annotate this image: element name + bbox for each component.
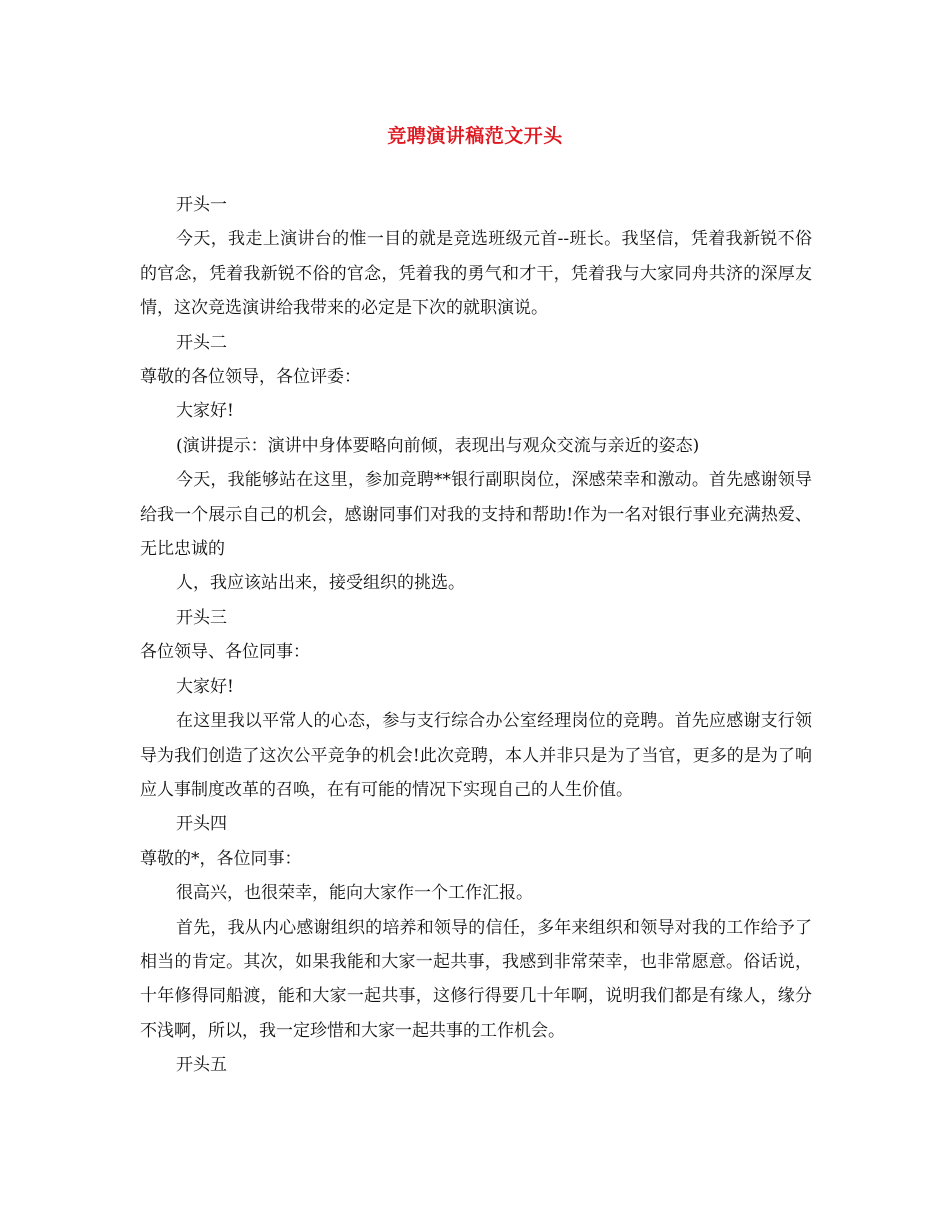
- paragraph: 在这里我以平常人的心态，参与支行综合办公室经理岗位的竞聘。首先应感谢支行领导为我们创造了这次公平竞争的机会!此次竞聘，本人并非只是为了当官，更多的是为了响应人事制度改革的召唤，在有可能的情况下实现自己的人生价值。: [140, 711, 812, 800]
- greeting: 大家好!: [176, 401, 234, 422]
- paragraph: 人，我应该站出来，接受组织的挑选。: [176, 573, 465, 594]
- section-heading: 开头三: [176, 607, 227, 628]
- paragraph: 今天，我能够站在这里，参加竞聘**银行副职岗位，深感荣幸和激动。首先感谢领导给我一个展示自己的机会，感谢同事们对我的支持和帮助!作为一名对银行事业充满热爱、无比忠诚的: [140, 470, 812, 560]
- section-heading: 开头五: [176, 1055, 227, 1076]
- salutation: 各位领导、各位同事：: [140, 642, 310, 663]
- speech-tip: (演讲提示：演讲中身体要略向前倾，表现出与观众交流与亲近的姿态): [176, 435, 700, 456]
- salutation: 尊敬的各位领导，各位评委：: [140, 367, 361, 388]
- document-title: 竞聘演讲稿范文开头: [387, 125, 563, 147]
- paragraph: 今天，我走上演讲台的惟一目的就是竞选班级元首--班长。我坚信，凭着我新锐不俗的官念，凭着我新锐不俗的官念，凭着我的勇气和才干，凭着我与大家同舟共济的深厚友情，这次竞选演讲给我带来的必定是下次的就职演说。: [140, 229, 812, 319]
- section-heading: 开头一: [176, 195, 227, 215]
- section-heading: 开头二: [176, 332, 227, 353]
- section-heading: 开头四: [176, 814, 227, 835]
- paragraph: 首先，我从内心感谢组织的培养和领导的信任，多年来组织和领导对我的工作给予了相当的肯定。其次，如果我能和大家一起共事，我感到非常荣幸，也非常愿意。俗话说，十年修得同船渡，能和大家一起共事，这修行得要几十年啊，说明我们都是有缘人，缘分不浅啊，所以，我一定珍惜和大家一起共事的工作机会。: [140, 917, 812, 1041]
- document-body: [140, 188, 812, 1083]
- salutation: 尊敬的*，各位同事：: [140, 848, 302, 869]
- paragraph: 很高兴，也很荣幸，能向大家作一个工作汇报。: [176, 883, 533, 904]
- greeting: 大家好!: [176, 676, 234, 697]
